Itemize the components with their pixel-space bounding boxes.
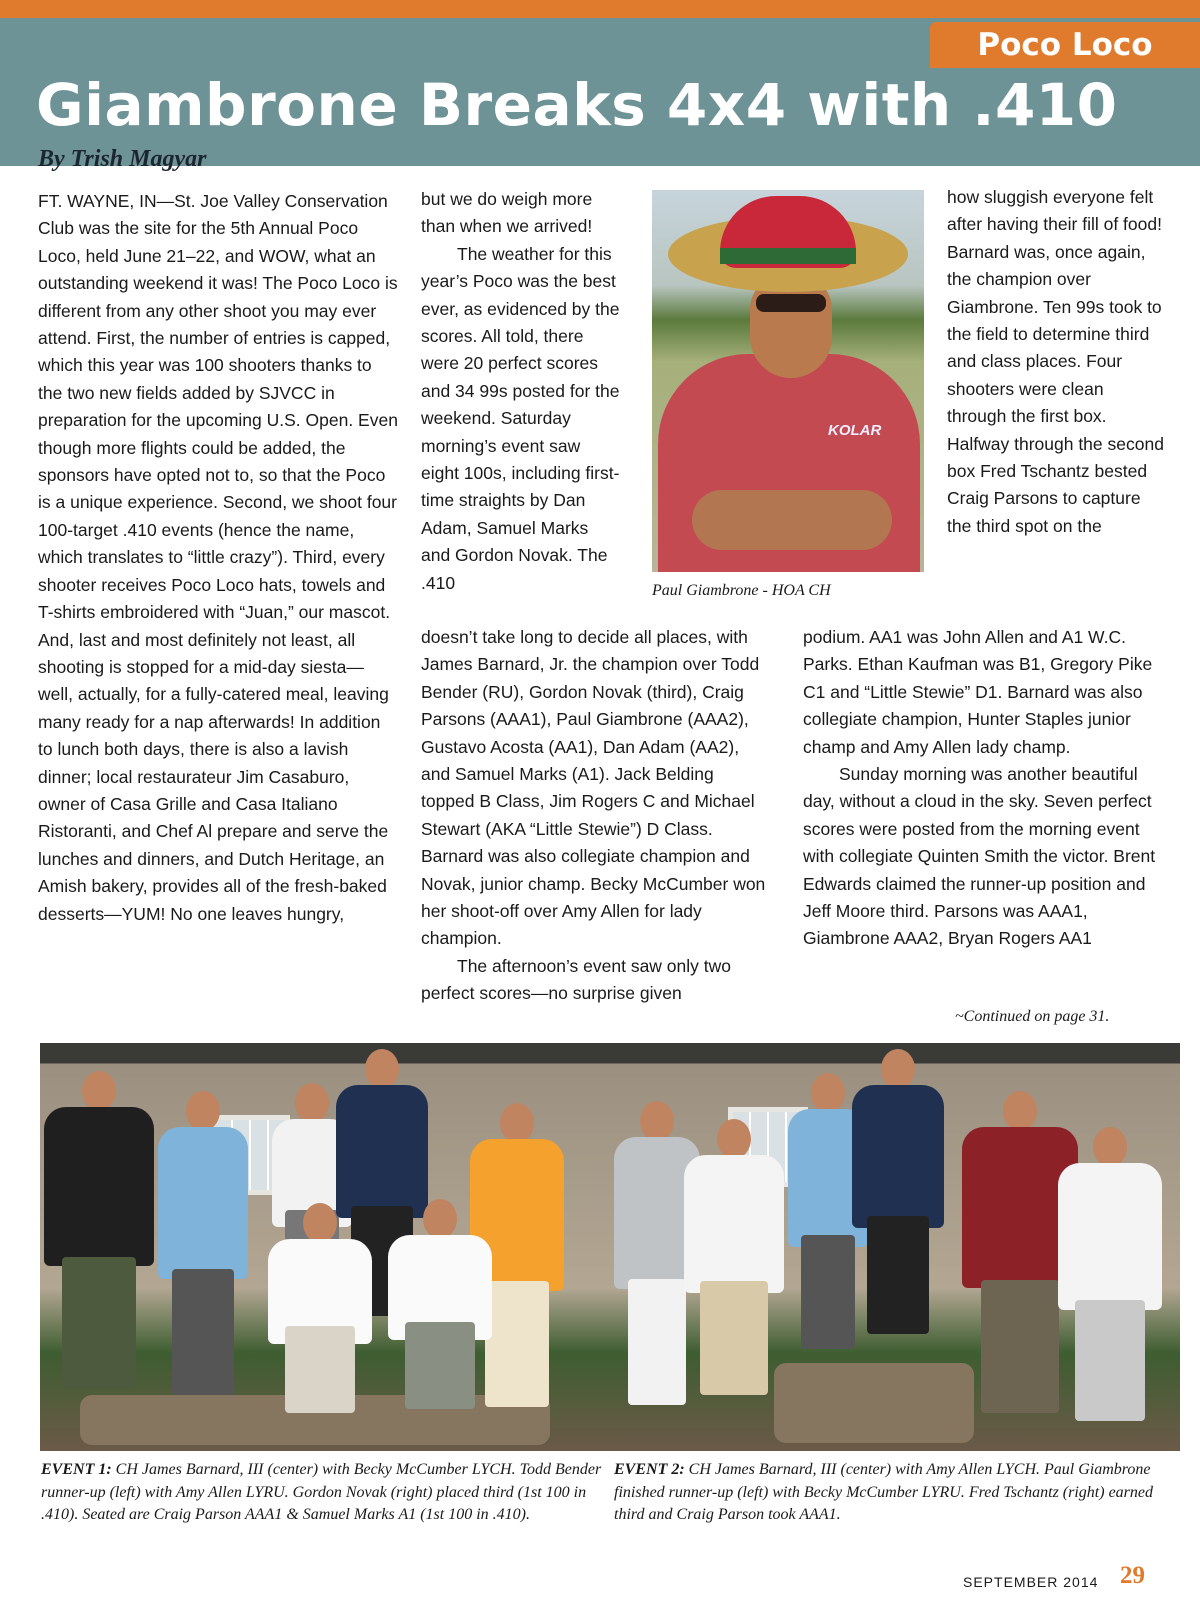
sombrero-band <box>720 248 856 264</box>
photo-caption-hoa: Paul Giambrone - HOA CH <box>652 582 831 599</box>
sunglasses <box>756 294 826 312</box>
photo-event-2 <box>608 1043 1180 1451</box>
page-number: 29 <box>1120 1562 1145 1589</box>
paragraph: The afternoon’s event saw only two perfect scores—no surprise given <box>421 955 732 1004</box>
person <box>852 1049 944 1359</box>
person <box>1058 1127 1162 1447</box>
shirt-logo: KOLAR <box>828 422 882 439</box>
article-column-2 <box>421 186 621 597</box>
top-accent-bar <box>0 0 1200 18</box>
paragraph: The weather for this year’s Poco was the best ever, as evidenced by the scores. All told, there were 20 perfect scores and 34 99s posted for the weekend. Saturday morning’s event saw eight 100s, including first-time straights by Dan Adam, Samuel Marks and Gordon Novak. The .410 <box>421 243 620 593</box>
section-tag: Poco Loco <box>930 22 1200 68</box>
person <box>268 1203 372 1431</box>
paragraph: doesn’t take long to decide all places, with James Barnard, Jr. the champion over Todd Bender (RU), Gordon Novak (third), Craig Parsons (AAA1), Paul Giambrone (AAA2), Gustavo Acosta (AA1), Dan Adam (AA2), and Samuel Marks (A1). Jack Belding topped B Class, Jim Rogers C and Michael Stewart (AKA “Little Stewie”) D Class. Barnard was also collegiate champion and Novak, junior champ. Becky McCumber won her shoot-off over Amy Allen for lady champion. <box>421 627 766 949</box>
photo-caption-event-1 <box>41 1459 609 1527</box>
caption-text: CH James Barnard, III (center) with Becky McCumber LYCH. Todd Bender runner-up (left) with Amy Allen LYRU. Gordon Novak (right) placed third (1st 100 in .410). Seated are Craig Parson AAA1 & Samuel Marks A1 (1st 100 in .410). <box>41 1461 602 1523</box>
caption-label: EVENT 1: <box>41 1461 112 1478</box>
article-column-2-continued <box>421 624 771 1008</box>
article-header <box>0 18 1200 172</box>
person <box>388 1199 492 1427</box>
paragraph: but we do weigh more than when we arrived! <box>421 189 593 237</box>
article-headline: Giambrone Breaks 4x4 with .410 <box>36 71 1118 139</box>
rock <box>774 1363 974 1443</box>
paragraph: Sunday morning was another beautiful day, without a cloud in the sky. Seven perfect scores were posted from the morning event with collegiate Quinten Smith the victor. Brent Edwards claimed the runner-up position and Jeff Moore third. Parsons was AAA1, Giambrone AAA2, Bryan Rogers AA1 <box>803 764 1156 949</box>
byline: By Trish Magyar <box>38 146 207 172</box>
issue-date: SEPTEMBER 2014 <box>963 1574 1099 1590</box>
caption-label: EVENT 2: <box>614 1461 685 1478</box>
photo-event-1 <box>40 1043 612 1451</box>
arms <box>692 490 892 550</box>
photo-paul-giambrone <box>652 190 924 572</box>
caption-text: CH James Barnard, III (center) with Amy Allen LYCH. Paul Giambrone finished runner-up (left) with Becky McCumber LYRU. Fred Tschantz (right) earned third and Craig Parson took AAA1. <box>614 1461 1153 1523</box>
person <box>44 1071 154 1416</box>
article-column-4 <box>803 624 1163 953</box>
article-column-1: FT. WAYNE, IN—St. Joe Valley Conservation Club was the site for the 5th Annual Poco Loco, held June 21–22, and WOW, what an outstanding weekend it was! The Poco Loco is different from any other shoot you may ever attend. First, the number of entries is capped, which this year was 100 shooters thanks to the two new fields added by SJVCC in preparation for the upcoming U.S. Open. Even though more flights could be added, the sponsors have opted not to, so that the Poco is a unique experience. Second, we shoot four 100-target .410 events (hence the name, which translates to “little crazy”). Third, every shooter receives Poco Loco hats, towels and T-shirts embroidered with “Juan,” our mascot. And, last and most definitely not least, all shooting is stopped for a mid-day siesta—well, actually, for a fully-catered meal, leaving many ready for a nap afterwards! In addition to lunch both days, there is also a lavish dinner; local restaurateur Jim Casaburo, owner of Casa Grille and Casa Italiano Ristoranti, and Chef Al prepare and serve the lunches and dinners, and Dutch Heritage, an Amish bakery, provides all of the fresh-baked desserts—YUM! No one leaves hungry, <box>38 191 398 924</box>
photo-caption-event-2 <box>614 1459 1174 1527</box>
person <box>158 1091 248 1421</box>
person <box>684 1119 784 1419</box>
article-column-3: how sluggish everyone felt after having their fill of food! Barnard was, once again, the champion over Giambrone. Ten 99s took to the field to determine third and class places. Four shooters were clean through the first box. Halfway through the second box Fred Tschantz bested Craig Parsons to capture the third spot on the <box>947 187 1164 536</box>
paragraph: podium. AA1 was John Allen and A1 W.C. Parks. Ethan Kaufman was B1, Gregory Pike C1 and “Little Stewie” D1. Barnard was also collegiate champion, Hunter Staples junior champ and Amy Allen lady champ. <box>803 627 1153 757</box>
continued-note: ~Continued on page 31. <box>955 1008 1110 1025</box>
